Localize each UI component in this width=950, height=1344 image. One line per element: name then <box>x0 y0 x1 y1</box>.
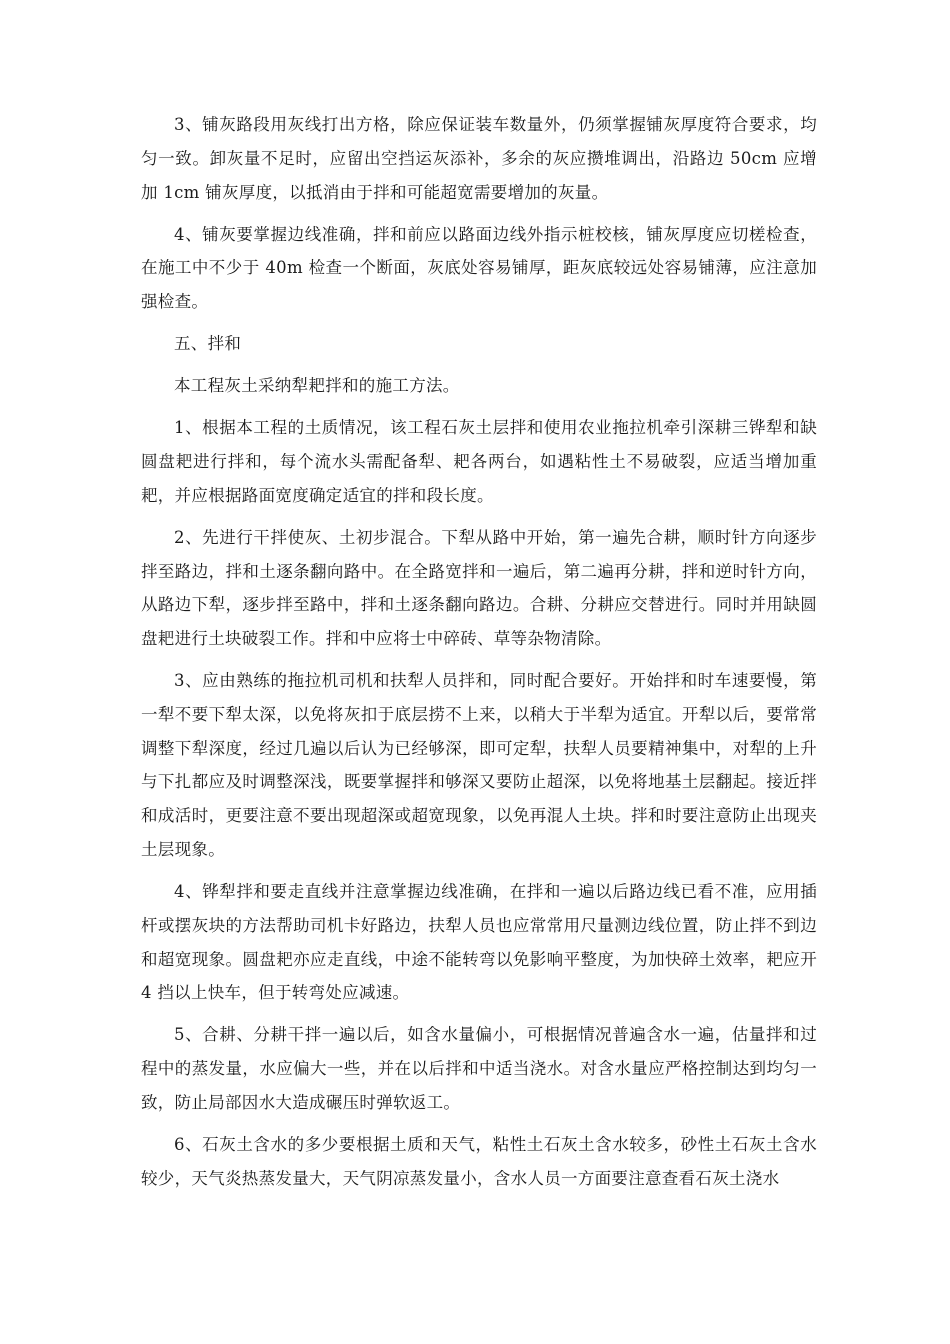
paragraph-mixing-1: 1、根据本工程的土质情况，该工程石灰土层拌和使用农业拖拉机牵引深耕三铧犁和缺圆盘耙进行拌和，每个流水头需配备犁、耙各两台，如遇粘性土不易破裂，应适当增加重耙，并应根据路面宽度确定适宜的拌和段长度。 <box>141 418 817 505</box>
paragraph-mixing-2: 2、先进行干拌使灰、土初步混合。下犁从路中开始，第一遍先合耕，顺时针方向逐步拌至路边，拌和土逐条翻向路中。在全路宽拌和一遍后，第二遍再分耕，拌和逆时针方向，从路边下犁，逐步拌至路中，拌和土逐条翻向路边。合耕、分耕应交替进行。同时并用缺圆盘耙进行土块破裂工作。拌和中应将士中碎砖、草等杂物清除。 <box>141 527 817 649</box>
paragraph-mixing-method: 本工程灰土采纳犁耙拌和的施工方法。 <box>174 376 460 396</box>
paragraph-mixing-4: 4、铧犁拌和要走直线并注意掌握边线准确，在拌和一遍以后路边线已看不准，应用插杆或摆灰块的方法帮助司机卡好路边，扶犁人员也应常常用尺量测边线位置，防止拌不到边和超宽现象。圆盘耙亦应走直线，中途不能转弯以免影响平整度，为加快碎土效率，耙应开 4 挡以上快车，但于转弯处应减速。 <box>141 882 817 1003</box>
paragraph-mixing-6: 6、石灰土含水的多少要根据土质和天气，粘性土石灰土含水较多，砂性土石灰土含水较少，天气炎热蒸发量大，天气阴凉蒸发量小，含水人员一方面要注意查看石灰土浇水 <box>141 1135 817 1188</box>
section-heading-mixing: 五、拌和 <box>174 334 242 354</box>
paragraph-item-4-edge-line: 4、铺灰要掌握边线准确，拌和前应以路面边线外指示桩校核，铺灰厚度应切槎检查，在施工中不少于 40m 检查一个断面，灰底处容易铺厚，距灰底较远处容易铺薄，应注意加强检查。 <box>141 224 817 312</box>
document-body <box>141 108 817 1204</box>
paragraph-item-3-lime-grid: 3、铺灰路段用灰线打出方格，除应保证装车数量外，仍须掌握铺灰厚度符合要求，均匀一致。卸灰量不足时，应留出空挡运灰添补，多余的灰应攒堆调出，沿路边 50cm 应增加 1cm 铺灰厚度，以抵消由于拌和可能超宽需要增加的灰量。 <box>141 115 817 202</box>
paragraph-mixing-3: 3、应由熟练的拖拉机司机和扶犁人员拌和，同时配合要好。开始拌和时车速要慢，第一犁不要下犁太深，以免将灰扣于底层捞不上来，以稍大于半犁为适宜。开犁以后，要常常调整下犁深度，经过几遍以后认为已经够深，即可定犁，扶犁人员要精神集中，对犁的上升与下扎都应及时调整深浅，既要掌握拌和够深又要防止超深，以免将地基土层翻起。接近拌和成活时，更要注意不要出现超深或超宽现象，以免再混人土块。拌和时要注意防止出现夹土层现象。 <box>141 671 817 860</box>
paragraph-mixing-5: 5、合耕、分耕干拌一遍以后，如含水量偏小，可根据情况普遍含水一遍，估量拌和过程中的蒸发量，水应偏大一些，并在以后拌和中适当浇水。对含水量应严格控制达到均匀一致，防止局部因水大造成碾压时弹软返工。 <box>141 1025 817 1113</box>
